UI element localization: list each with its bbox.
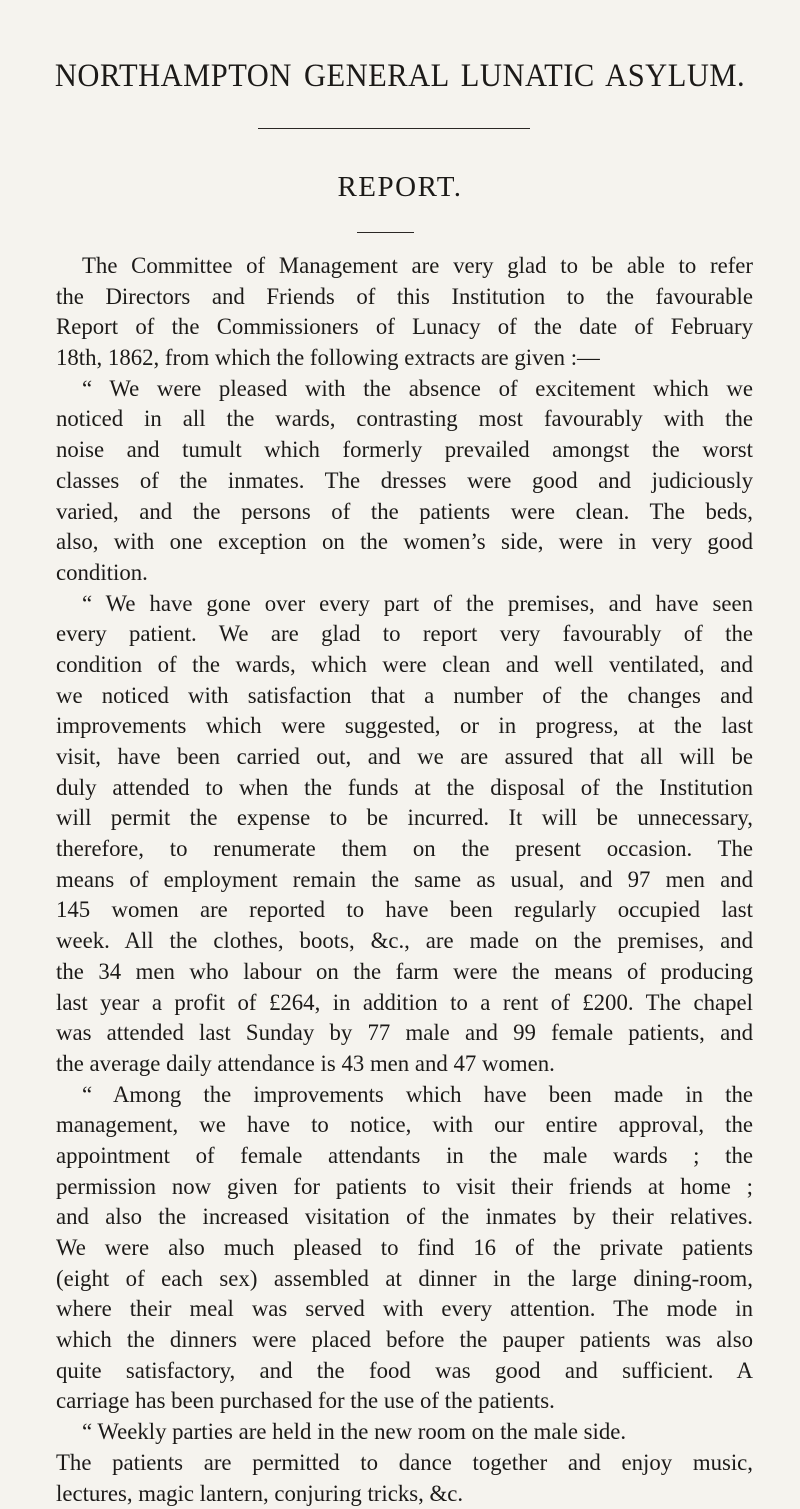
header-rule bbox=[258, 128, 530, 129]
page-header: NORTHAMPTON GENERAL LUNATIC ASYLUM. bbox=[0, 57, 800, 95]
text-line: which the dinners were placed before the pauper patients was also bbox=[56, 1325, 753, 1356]
text-line: “ Weekly parties are held in the new room on the male side. bbox=[56, 1417, 753, 1448]
text-line: 18th, 1862, from which the following extracts are given :— bbox=[56, 343, 753, 374]
text-line: appointment of female attendants in the male wards ; the bbox=[56, 1141, 753, 1172]
text-line: and also the increased visitation of the inmates by their relatives. bbox=[56, 1202, 753, 1233]
text-line: was attended last Sunday by 77 male and 99 female patients, and bbox=[56, 1018, 753, 1049]
text-line: the Directors and Friends of this Institution to the favourable bbox=[56, 282, 753, 313]
text-line: we noticed with satisfaction that a number of the changes and bbox=[56, 681, 753, 712]
text-line: duly attended to when the funds at the disposal of the Institution bbox=[56, 773, 753, 804]
text-line: week. All the clothes, boots, &c., are made on the premises, and bbox=[56, 926, 753, 957]
text-line: every patient. We are glad to report very favourably of the bbox=[56, 619, 753, 650]
report-body bbox=[56, 251, 753, 1509]
text-line: lectures, magic lantern, conjuring tricks, &c. bbox=[56, 1479, 753, 1509]
text-line: the 34 men who labour on the farm were the means of producing bbox=[56, 957, 753, 988]
text-line: means of employment remain the same as usual, and 97 men and bbox=[56, 865, 753, 896]
text-line: last year a profit of £264, in addition to a rent of £200. The chapel bbox=[56, 988, 753, 1019]
text-line: management, we have to notice, with our entire approval, the bbox=[56, 1110, 753, 1141]
text-line: the average daily attendance is 43 men and 47 women. bbox=[56, 1049, 753, 1080]
text-line: improvements which were suggested, or in progress, at the last bbox=[56, 711, 753, 742]
text-line: The Committee of Management are very glad to be able to refer bbox=[56, 251, 753, 282]
text-line: visit, have been carried out, and we are assured that all will be bbox=[56, 742, 753, 773]
text-line: will permit the expense to be incurred. It will be unnecessary, bbox=[56, 803, 753, 834]
text-line: varied, and the persons of the patients were clean. The beds, bbox=[56, 497, 753, 528]
report-title: REPORT. bbox=[0, 171, 800, 204]
text-line: “ We were pleased with the absence of excitement which we bbox=[56, 374, 753, 405]
title-rule bbox=[357, 232, 414, 233]
text-line: condition of the wards, which were clean and well ventilated, and bbox=[56, 650, 753, 681]
text-line: Report of the Commissioners of Lunacy of the date of February bbox=[56, 312, 753, 343]
text-line: (eight of each sex) assembled at dinner in the large dining-room, bbox=[56, 1264, 753, 1295]
text-line: classes of the inmates. The dresses were good and judiciously bbox=[56, 466, 753, 497]
text-line: permission now given for patients to visit their friends at home ; bbox=[56, 1172, 753, 1203]
text-line: quite satisfactory, and the food was good and sufficient. A bbox=[56, 1356, 753, 1387]
text-line: noise and tumult which formerly prevailed amongst the worst bbox=[56, 435, 753, 466]
text-line: therefore, to renumerate them on the present occasion. The bbox=[56, 834, 753, 865]
text-line: also, with one exception on the women’s side, were in very good bbox=[56, 527, 753, 558]
text-line: carriage has been purchased for the use of the patients. bbox=[56, 1386, 753, 1417]
text-line: “ Among the improvements which have been made in the bbox=[56, 1080, 753, 1111]
text-line: “ We have gone over every part of the premises, and have seen bbox=[56, 589, 753, 620]
text-line: 145 women are reported to have been regularly occupied last bbox=[56, 895, 753, 926]
text-line: The patients are permitted to dance together and enjoy music, bbox=[56, 1448, 753, 1479]
text-line: where their meal was served with every attention. The mode in bbox=[56, 1294, 753, 1325]
text-line: noticed in all the wards, contrasting most favourably with the bbox=[56, 404, 753, 435]
text-line: condition. bbox=[56, 558, 753, 589]
text-line: We were also much pleased to find 16 of the private patients bbox=[56, 1233, 753, 1264]
